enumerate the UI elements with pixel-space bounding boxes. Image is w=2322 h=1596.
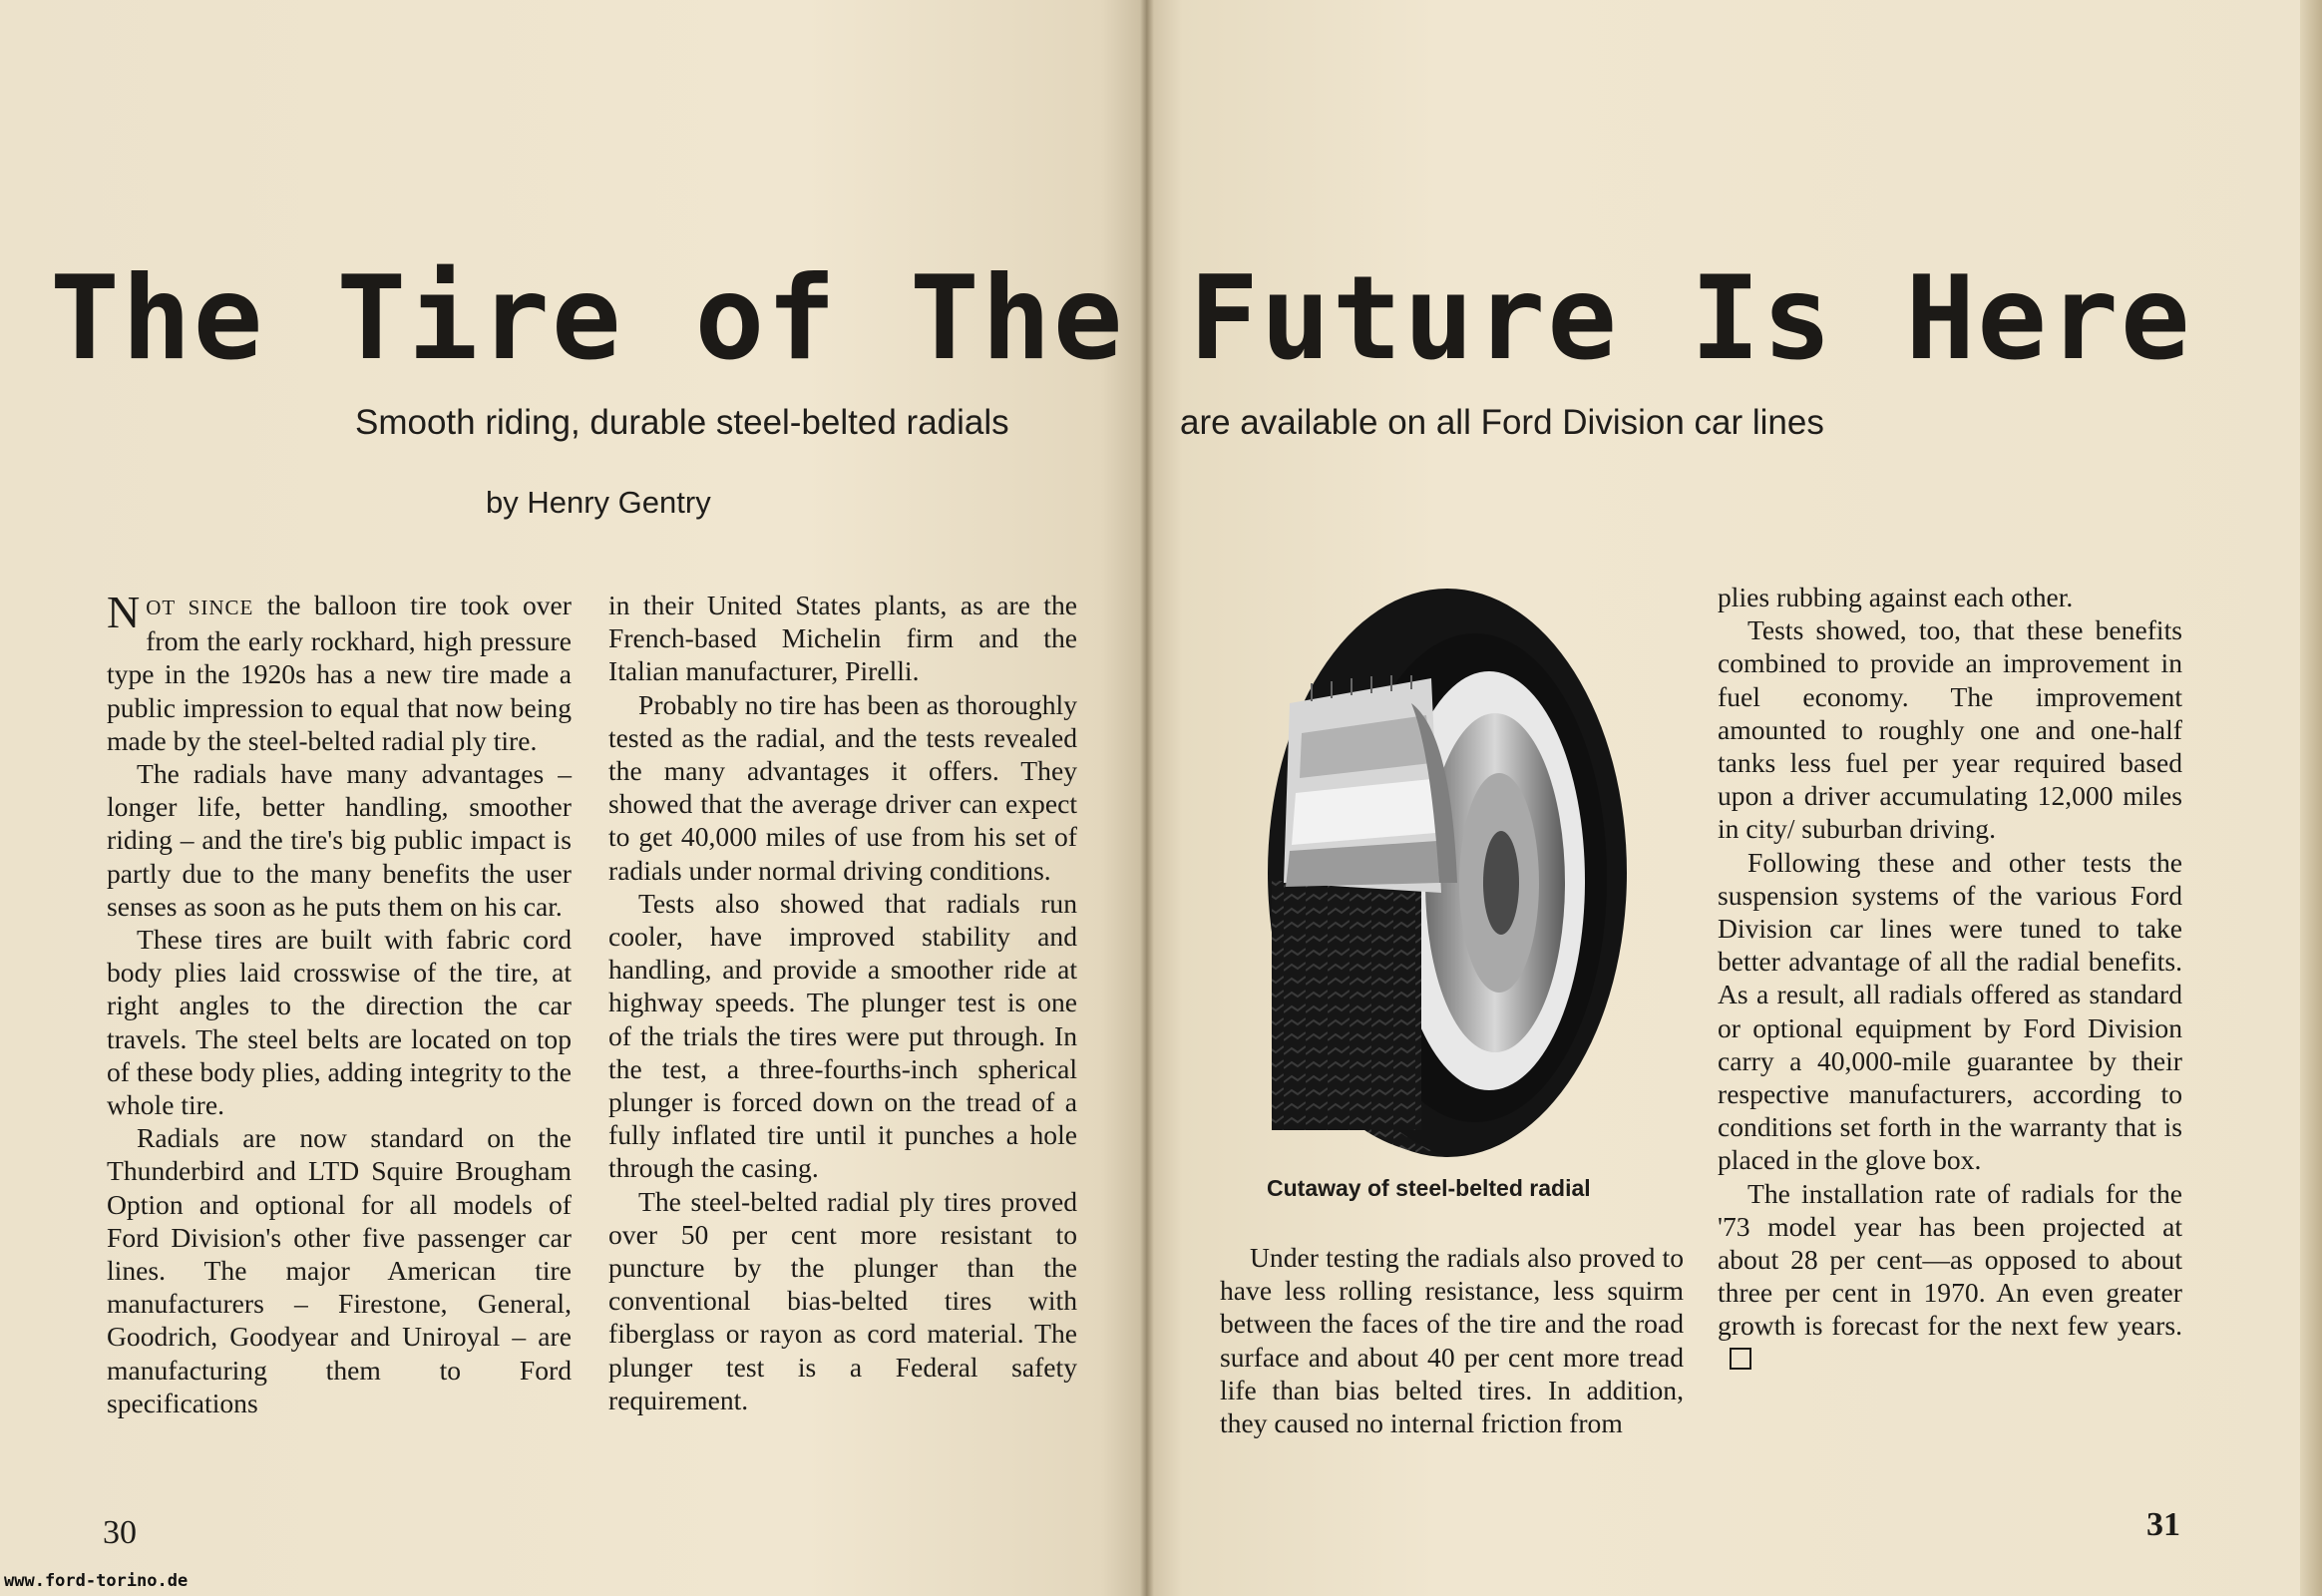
paragraph: Radials are now standard on the Thunderbird and LTD Squire Brougham Option and optional for all models of Ford Division's other five passenger car lines. The major American tire manufacturers – Firestone, General, Goodrich, Goodyear and Uniroyal – are manufacturing them to Ford specifications	[107, 1122, 572, 1418]
page-number-right: 31	[2146, 1506, 2180, 1543]
paragraph	[107, 589, 572, 757]
paragraph: Probably no tire has been as thoroughly tested as the radial, and the tests revealed the many advantages it offers. They showed that the average driver can expect to get 40,000 miles of use from his set of radials under normal driving conditions.	[608, 688, 1077, 886]
deck-left: Smooth riding, durable steel-belted radials	[355, 403, 1009, 442]
watermark: www.ford-torino.de	[4, 1571, 189, 1591]
article-column-3	[1220, 1241, 1684, 1439]
paragraph	[1718, 1177, 2182, 1376]
byline: by Henry Gentry	[486, 485, 711, 520]
image-caption: Cutaway of steel-belted radial	[1267, 1175, 1591, 1201]
deck-right: are available on all Ford Division car lines	[1180, 403, 1824, 442]
left-page	[0, 0, 1147, 1596]
paragraph-text: the balloon tire took over from the early rockhard, high pressure type in the 1920s has a new tire made a public impression to equal that now being made by the steel-belted radial ply tire.	[107, 590, 572, 756]
paragraph: plies rubbing against each other.	[1718, 582, 2074, 612]
headline-right: Future Is Here	[1189, 251, 2192, 386]
drop-cap: N	[107, 587, 141, 637]
paragraph: The radials have many advantages – longer life, better handling, smoother riding – and the tire's big public impact is partly due to the many benefits the user senses as soon as he puts them on his car.	[107, 758, 572, 922]
paragraph: The steel-belted radial ply tires proved over 50 per cent more resistant to puncture by the plunger than the conventional bias-belted tires with fiberglass or rayon as cord material. The plunger test is a Federal safety requirement.	[608, 1185, 1077, 1415]
paragraph: Following these and other tests the suspension systems of the various Ford Division car lines were tuned to take better advantage of all the radial benefits. As a result, all radials offered as standard or optional equipment by Ford Division carry a 40,000-mile guarantee by their respective manufacturers, according to conditions set forth in the warranty that is placed in the glove box.	[1718, 846, 2182, 1176]
tire-cutaway-icon	[1262, 584, 1633, 1162]
article-column-2	[608, 589, 1077, 1416]
gutter-shadow	[1140, 0, 1154, 1596]
paragraph: Tests showed, too, that these benefits combined to provide an improvement in fuel economy. The improvement amounted to roughly one and one-half tanks less fuel per year required based upon a driver accumulating 12,000 miles in city/ suburban driving.	[1718, 614, 2182, 845]
article-column-4	[1718, 581, 2182, 1376]
tire-cutaway-image	[1262, 584, 1633, 1162]
headline-left: The Tire of The	[50, 251, 1125, 386]
article-column-1	[107, 589, 572, 1419]
page-edge	[2300, 0, 2322, 1596]
paragraph: Tests also showed that radials run cooler, have improved stability and handling, and provide a smoother ride at highway speeds. The plunger test is one of the trials the tires were put through. In the test, a three-fourths-inch spherical plunger is forced down on the tread of a fully inflated tire until it punches a hole through the casing.	[608, 887, 1077, 1184]
paragraph: in their United States plants, as are the French-based Michelin firm and the Italian manufacturer, Pirelli.	[608, 590, 1077, 687]
paragraph: These tires are built with fabric cord body plies laid crosswise of the tire, at right angles to the direction the car travels. The steel belts are located on top of these body plies, adding integrity to the whole tire.	[107, 924, 572, 1121]
end-mark-icon	[1730, 1348, 1751, 1370]
small-caps-lead: OT SINCE	[146, 596, 254, 619]
paragraph: Under testing the radials also proved to have less rolling resistance, less squirm between the faces of the tire and the road surface and about 40 per cent more tread life than bias belted tires. In addition, they caused no internal friction from	[1220, 1242, 1684, 1439]
paragraph-text: The installation rate of radials for the '73 model year has been projected at about 28 per cent—as opposed to about three per cent in 1970. An even greater growth is forecast for the next few years.	[1718, 1177, 2182, 1342]
page-number-left: 30	[103, 1514, 137, 1551]
